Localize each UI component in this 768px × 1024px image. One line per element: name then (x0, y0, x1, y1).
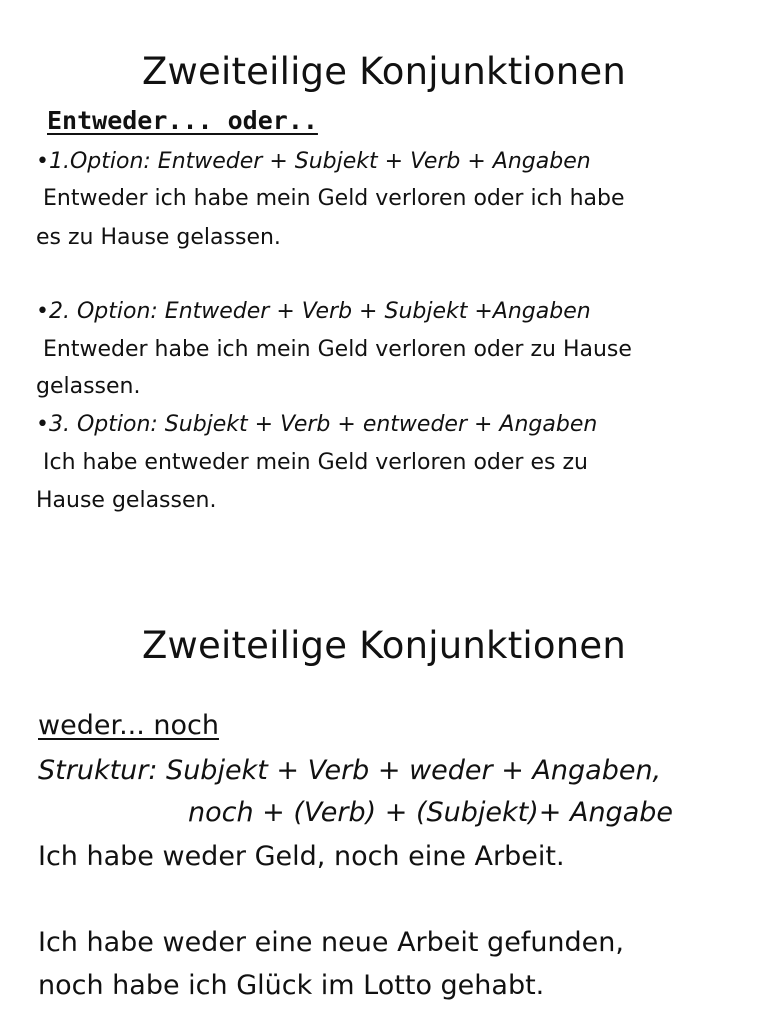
example-2-line-1: Ich habe weder eine neue Arbeit gefunden, (38, 927, 624, 958)
option-3-rule: •3. Option: Subjekt + Verb + entweder + Angaben (36, 412, 598, 437)
slide-weder-noch (0, 600, 768, 1024)
slide-title: Zweiteilige Konjunktionen (142, 50, 626, 93)
option-2-rule: •2. Option: Entweder + Verb + Subjekt +Angaben (36, 299, 591, 324)
option-1-example-line-2: es zu Hause gelassen. (36, 225, 281, 250)
option-3-example-line-2: Hause gelassen. (36, 488, 217, 513)
section-heading: Entweder... oder.. (47, 106, 318, 135)
option-2-example-line-1: Entweder habe ich mein Geld verloren oder zu Hause (36, 337, 632, 362)
slide-title: Zweiteilige Konjunktionen (142, 624, 626, 667)
structure-line-2: noch + (Verb) + (Subjekt)+ Angabe (188, 797, 673, 828)
section-heading: weder... noch (38, 710, 219, 741)
option-3-example-line-1: Ich habe entweder mein Geld verloren oder es zu (36, 450, 588, 475)
example-1: Ich habe weder Geld, noch eine Arbeit. (38, 841, 565, 872)
option-1-example-line-1: Entweder ich habe mein Geld verloren oder ich habe (36, 186, 625, 211)
structure-line-1: Struktur: Subjekt + Verb + weder + Angaben, (38, 755, 662, 786)
option-2-example-line-2: gelassen. (36, 374, 141, 399)
example-2-line-2: noch habe ich Glück im Lotto gehabt. (38, 970, 545, 1001)
option-1-rule: •1.Option: Entweder + Subjekt + Verb + Angaben (36, 149, 591, 174)
